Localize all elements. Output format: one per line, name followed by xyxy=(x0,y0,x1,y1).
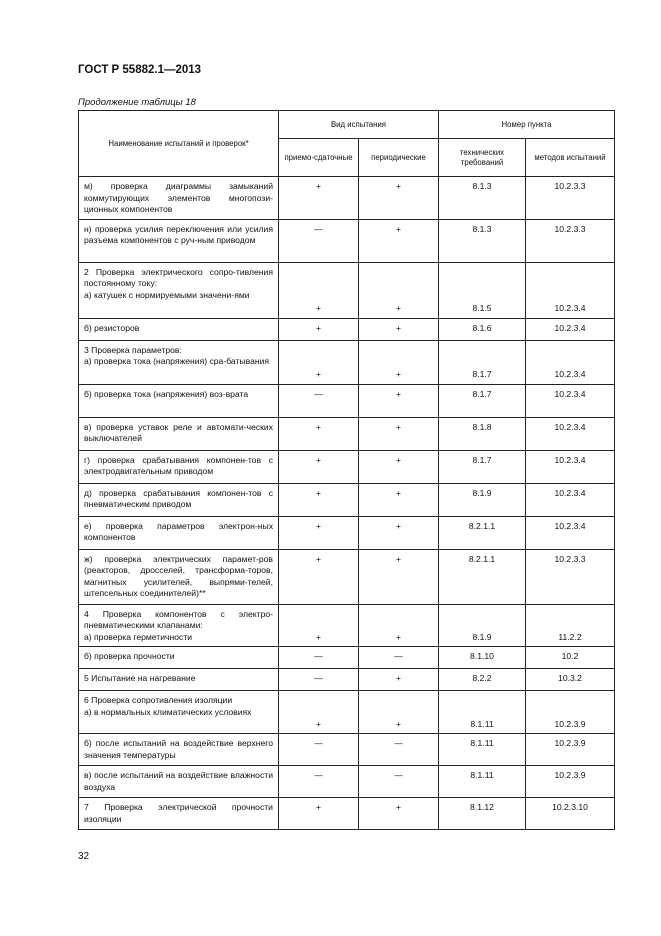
periodic-mark: + xyxy=(359,384,439,417)
requirements-clause: 8.1.7 xyxy=(439,450,526,483)
test-name-cell xyxy=(79,450,279,483)
periodic-mark: + xyxy=(359,219,439,262)
test-name-cell xyxy=(79,691,279,734)
header-acceptance: приемо-сдаточные xyxy=(279,139,359,177)
requirements-clause: 8.1.3 xyxy=(439,219,526,262)
methods-clause: 10.3.2 xyxy=(526,669,615,691)
methods-clause: 10.2.3.3 xyxy=(526,549,615,604)
test-name: г) проверка срабатывания компонен-тов с электродвигательным приводом xyxy=(84,454,273,476)
test-subitem-name: а) в нормальных климатических условиях xyxy=(84,706,252,717)
test-name-cell xyxy=(79,483,279,516)
test-name: 4 Проверка компонентов с электро-пневматическими клапанами: xyxy=(84,608,273,630)
acceptance-mark: — xyxy=(279,669,359,691)
requirements-clause: 8.1.11 xyxy=(439,734,526,766)
test-name: 3 Проверка параметров: xyxy=(84,344,182,355)
requirements-clause: 8.1.10 xyxy=(439,647,526,669)
header-test-name: Наименование испытаний и проверок* xyxy=(79,111,279,177)
acceptance-mark: + xyxy=(279,177,359,220)
test-name-cell xyxy=(79,318,279,340)
acceptance-mark: + xyxy=(279,798,359,830)
test-name: 7 Проверка электрической прочности изоляции xyxy=(84,802,273,824)
table-row xyxy=(79,766,615,798)
periodic-mark: + xyxy=(359,549,439,604)
acceptance-mark: + xyxy=(279,450,359,483)
test-name: б) проверка прочности xyxy=(84,651,175,661)
periodic-mark: + xyxy=(359,262,439,318)
header-clause-number: Номер пункта xyxy=(439,111,615,139)
header-tech-requirements: технических требований xyxy=(439,139,526,177)
acceptance-mark: + xyxy=(279,340,359,384)
periodic-mark: + xyxy=(359,318,439,340)
test-name: д) проверка срабатывания компонен-тов с пневматическим приводом xyxy=(84,487,273,509)
table-row xyxy=(79,262,615,318)
table-row xyxy=(79,340,615,384)
test-name-cell xyxy=(79,516,279,549)
table-row xyxy=(79,669,615,691)
requirements-clause: 8.1.12 xyxy=(439,798,526,830)
test-name: в) проверка уставок реле и автомати-ческих выключателей xyxy=(84,421,273,443)
test-name-cell xyxy=(79,417,279,450)
test-name-cell xyxy=(79,384,279,417)
requirements-clause: 8.1.9 xyxy=(439,604,526,647)
test-name-cell xyxy=(79,766,279,798)
methods-clause: 10.2 xyxy=(526,647,615,669)
acceptance-mark: + xyxy=(279,516,359,549)
table-continuation-caption: Продолжение таблицы 18 xyxy=(78,97,196,108)
table-row xyxy=(79,177,615,220)
periodic-mark: — xyxy=(359,766,439,798)
test-name: б) резисторов xyxy=(84,322,140,333)
tests-table xyxy=(78,110,615,830)
table-row xyxy=(79,219,615,262)
table-row xyxy=(79,647,615,669)
periodic-mark: — xyxy=(359,734,439,766)
acceptance-mark: + xyxy=(279,262,359,318)
acceptance-mark: + xyxy=(279,483,359,516)
table-body xyxy=(79,177,615,830)
requirements-clause: 8.1.11 xyxy=(439,691,526,734)
periodic-mark: + xyxy=(359,340,439,384)
methods-clause: 10.2.3.4 xyxy=(526,516,615,549)
test-name: 5 Испытание на нагревание xyxy=(84,673,196,683)
periodic-mark: + xyxy=(359,691,439,734)
table-row xyxy=(79,450,615,483)
acceptance-mark: — xyxy=(279,647,359,669)
test-name-cell xyxy=(79,549,279,604)
methods-clause: 10.2.3.4 xyxy=(526,340,615,384)
methods-clause: 10.2.3.9 xyxy=(526,734,615,766)
test-name-cell xyxy=(79,734,279,766)
methods-clause: 10.2.3.4 xyxy=(526,417,615,450)
requirements-clause: 8.1.9 xyxy=(439,483,526,516)
test-name-cell xyxy=(79,340,279,384)
requirements-clause: 8.1.5 xyxy=(439,262,526,318)
test-name-cell xyxy=(79,219,279,262)
test-name-cell xyxy=(79,604,279,647)
table-row xyxy=(79,604,615,647)
standard-designation: ГОСТ Р 55882.1—2013 xyxy=(78,64,202,76)
test-name-cell xyxy=(79,177,279,220)
table-row xyxy=(79,734,615,766)
table-row xyxy=(79,691,615,734)
test-name: б) проверка тока (напряжения) воз-врата xyxy=(84,388,249,399)
periodic-mark: + xyxy=(359,417,439,450)
table-row xyxy=(79,798,615,830)
test-name: е) проверка параметров электрон-ных компонентов xyxy=(84,520,273,542)
header-test-methods: методов испытаний xyxy=(526,139,615,177)
requirements-clause: 8.1.7 xyxy=(439,340,526,384)
periodic-mark: + xyxy=(359,177,439,220)
acceptance-mark: — xyxy=(279,766,359,798)
test-name-cell xyxy=(79,669,279,691)
acceptance-mark: + xyxy=(279,318,359,340)
requirements-clause: 8.1.11 xyxy=(439,766,526,798)
table-row xyxy=(79,384,615,417)
periodic-mark: + xyxy=(359,483,439,516)
methods-clause: 10.2.3.4 xyxy=(526,262,615,318)
test-name: ж) проверка электрических парамет-ров (реакторов, дросселей, трансформа-торов, магнитных усилителей, выпрями-телей, штепсельных соединителей)** xyxy=(84,553,273,598)
periodic-mark: + xyxy=(359,604,439,647)
methods-clause: 10.2.3.3 xyxy=(526,219,615,262)
methods-clause: 10.2.3.9 xyxy=(526,766,615,798)
table-row xyxy=(79,516,615,549)
test-name: н) проверка усилия переключения или усилия разъема компонентов с руч-ным приводом xyxy=(84,223,273,245)
periodic-mark: + xyxy=(359,669,439,691)
requirements-clause: 8.1.3 xyxy=(439,177,526,220)
requirements-clause: 8.2.1.1 xyxy=(439,516,526,549)
methods-clause: 10.2.3.4 xyxy=(526,483,615,516)
acceptance-mark: — xyxy=(279,384,359,417)
acceptance-mark: + xyxy=(279,417,359,450)
test-name-cell xyxy=(79,647,279,669)
test-name: б) после испытаний на воздействие верхнего значения температуры xyxy=(84,738,273,760)
periodic-mark: + xyxy=(359,516,439,549)
test-subitem-name: а) проверка тока (напряжения) сра-батывания xyxy=(84,356,270,366)
test-subitem-name: а) проверка герметичности xyxy=(84,631,193,642)
table-row xyxy=(79,417,615,450)
test-name-cell xyxy=(79,262,279,318)
acceptance-mark: — xyxy=(279,219,359,262)
test-name: 2 Проверка электрического сопро-тивления постоянному току: xyxy=(84,266,273,288)
methods-clause: 11.2.2 xyxy=(526,604,615,647)
acceptance-mark: + xyxy=(279,691,359,734)
test-name-cell xyxy=(79,798,279,830)
methods-clause: 10.2.3.9 xyxy=(526,691,615,734)
acceptance-mark: — xyxy=(279,734,359,766)
requirements-clause: 8.1.7 xyxy=(439,384,526,417)
table-row xyxy=(79,549,615,604)
table-row xyxy=(79,483,615,516)
requirements-clause: 8.2.2 xyxy=(439,669,526,691)
periodic-mark: + xyxy=(359,450,439,483)
test-name: в) после испытаний на воздействие влажности воздуха xyxy=(84,770,273,792)
requirements-clause: 8.1.6 xyxy=(439,318,526,340)
test-name: 6 Проверка сопротивления изоляции xyxy=(84,695,233,705)
methods-clause: 10.2.3.10 xyxy=(526,798,615,830)
header-test-type: Вид испытания xyxy=(279,111,439,139)
methods-clause: 10.2.3.3 xyxy=(526,177,615,220)
methods-clause: 10.2.3.4 xyxy=(526,450,615,483)
page-number: 32 xyxy=(78,851,90,862)
requirements-clause: 8.2.1.1 xyxy=(439,549,526,604)
periodic-mark: — xyxy=(359,647,439,669)
methods-clause: 10.2.3.4 xyxy=(526,318,615,340)
test-name: м) проверка диаграммы замыканий коммутирующих элементов многопози-ционных компонентов xyxy=(84,181,273,214)
requirements-clause: 8.1.8 xyxy=(439,417,526,450)
acceptance-mark: + xyxy=(279,549,359,604)
acceptance-mark: + xyxy=(279,604,359,647)
header-periodic: периодические xyxy=(359,139,439,177)
table-row xyxy=(79,318,615,340)
test-subitem-name: а) катушек с нормируемыми значени-ями xyxy=(84,289,250,300)
methods-clause: 10.2.3.4 xyxy=(526,384,615,417)
periodic-mark: + xyxy=(359,798,439,830)
